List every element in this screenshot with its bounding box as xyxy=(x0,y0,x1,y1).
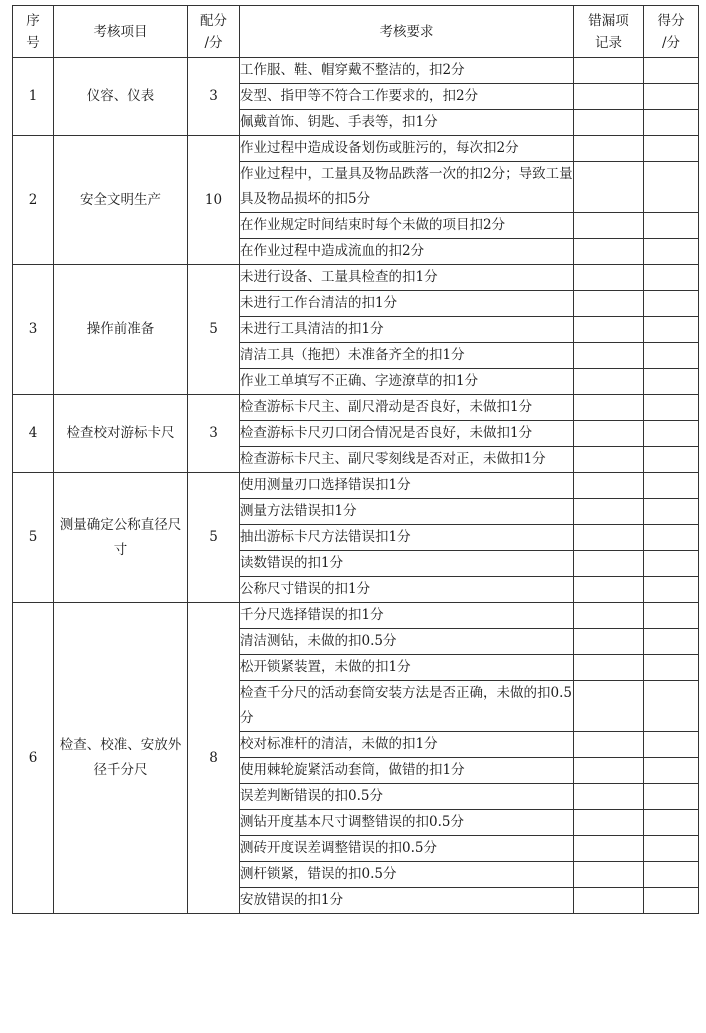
requirement-text: 发型、指甲等不符合工作要求的，扣2分 xyxy=(240,84,574,110)
item-number: 3 xyxy=(13,265,54,395)
missed-record-cell[interactable] xyxy=(574,732,644,758)
missed-record-cell[interactable] xyxy=(574,84,644,110)
missed-record-cell[interactable] xyxy=(574,239,644,265)
missed-record-cell[interactable] xyxy=(574,655,644,681)
item-number: 2 xyxy=(13,136,54,265)
missed-record-cell[interactable] xyxy=(574,577,644,603)
missed-record-cell[interactable] xyxy=(574,213,644,239)
exam-group-3 xyxy=(13,265,699,395)
requirement-text: 误差判断错误的扣0.5分 xyxy=(240,784,574,810)
requirement-text: 测钻开度基本尺寸调整错误的扣0.5分 xyxy=(240,810,574,836)
score-cell[interactable] xyxy=(644,784,699,810)
table-row xyxy=(13,58,699,84)
score-cell[interactable] xyxy=(644,421,699,447)
missed-record-cell[interactable] xyxy=(574,810,644,836)
score-cell[interactable] xyxy=(644,317,699,343)
item-number: 4 xyxy=(13,395,54,473)
missed-record-cell[interactable] xyxy=(574,447,644,473)
requirement-text: 在作业规定时间结束时每个未做的项目扣2分 xyxy=(240,213,574,239)
missed-record-cell[interactable] xyxy=(574,758,644,784)
header-num-line1: 序 xyxy=(26,12,40,29)
missed-record-cell[interactable] xyxy=(574,58,644,84)
header-missed-line2: 记录 xyxy=(595,34,622,51)
item-number: 1 xyxy=(13,58,54,136)
requirement-text: 未进行设备、工量具检查的扣1分 xyxy=(240,265,574,291)
missed-record-cell[interactable] xyxy=(574,603,644,629)
missed-record-cell[interactable] xyxy=(574,862,644,888)
score-cell[interactable] xyxy=(644,810,699,836)
missed-record-cell[interactable] xyxy=(574,265,644,291)
score-cell[interactable] xyxy=(644,551,699,577)
requirement-text: 松开锁紧装置，未做的扣1分 xyxy=(240,655,574,681)
score-cell[interactable] xyxy=(644,525,699,551)
requirement-text: 作业工单填写不正确、字迹潦草的扣1分 xyxy=(240,369,574,395)
allotted-score: 8 xyxy=(188,603,240,914)
allotted-score: 10 xyxy=(188,136,240,265)
score-cell[interactable] xyxy=(644,239,699,265)
missed-record-cell[interactable] xyxy=(574,369,644,395)
table-row xyxy=(13,136,699,162)
requirement-text: 检查游标卡尺主、副尺滑动是否良好，未做扣1分 xyxy=(240,395,574,421)
requirement-text: 检查游标卡尺刃口闭合情况是否良好，未做扣1分 xyxy=(240,421,574,447)
score-cell[interactable] xyxy=(644,473,699,499)
score-cell[interactable] xyxy=(644,758,699,784)
requirement-text: 佩戴首饰、钥匙、手表等，扣1分 xyxy=(240,110,574,136)
missed-record-cell[interactable] xyxy=(574,395,644,421)
requirement-text: 清洁测钻，未做的扣0.5分 xyxy=(240,629,574,655)
missed-record-cell[interactable] xyxy=(574,888,644,914)
requirement-text: 作业过程中，工量具及物品跌落一次的扣2分；导致工量具及物品损坏的扣5分 xyxy=(240,162,574,213)
assessment-item: 检查校对游标卡尺 xyxy=(54,395,188,473)
missed-record-cell[interactable] xyxy=(574,499,644,525)
score-cell[interactable] xyxy=(644,603,699,629)
requirement-text: 清洁工具（拖把）未准备齐全的扣1分 xyxy=(240,343,574,369)
requirement-text: 校对标准杆的清洁，未做的扣1分 xyxy=(240,732,574,758)
header-got-score xyxy=(644,6,699,58)
requirement-text: 工作服、鞋、帽穿戴不整洁的，扣2分 xyxy=(240,58,574,84)
missed-record-cell[interactable] xyxy=(574,343,644,369)
score-cell[interactable] xyxy=(644,836,699,862)
score-cell[interactable] xyxy=(644,265,699,291)
missed-record-cell[interactable] xyxy=(574,551,644,577)
missed-record-cell[interactable] xyxy=(574,421,644,447)
score-cell[interactable] xyxy=(644,732,699,758)
score-cell[interactable] xyxy=(644,110,699,136)
item-number: 6 xyxy=(13,603,54,914)
missed-record-cell[interactable] xyxy=(574,525,644,551)
missed-record-cell[interactable] xyxy=(574,629,644,655)
requirement-text: 未进行工作台清洁的扣1分 xyxy=(240,291,574,317)
header-score xyxy=(188,6,240,58)
requirement-text: 抽出游标卡尺方法错误扣1分 xyxy=(240,525,574,551)
missed-record-cell[interactable] xyxy=(574,473,644,499)
score-cell[interactable] xyxy=(644,499,699,525)
requirement-text: 检查游标卡尺主、副尺零刻线是否对正，未做扣1分 xyxy=(240,447,574,473)
requirement-text: 使用测量刃口选择错误扣1分 xyxy=(240,473,574,499)
exam-group-6 xyxy=(13,603,699,914)
score-cell[interactable] xyxy=(644,862,699,888)
requirement-text: 使用棘轮旋紧活动套筒，做错的扣1分 xyxy=(240,758,574,784)
requirement-text: 公称尺寸错误的扣1分 xyxy=(240,577,574,603)
score-cell[interactable] xyxy=(644,577,699,603)
assessment-item: 检查、校准、安放外径千分尺 xyxy=(54,603,188,914)
missed-record-cell[interactable] xyxy=(574,162,644,213)
table-row xyxy=(13,395,699,421)
requirement-text: 在作业过程中造成流血的扣2分 xyxy=(240,239,574,265)
exam-group-2 xyxy=(13,136,699,265)
score-cell[interactable] xyxy=(644,136,699,162)
table-row xyxy=(13,265,699,291)
score-cell[interactable] xyxy=(644,291,699,317)
requirement-text: 作业过程中造成设备划伤或脏污的，每次扣2分 xyxy=(240,136,574,162)
header-score-line1: 配分 xyxy=(200,12,227,29)
assessment-item: 仪容、仪表 xyxy=(54,58,188,136)
requirement-text: 安放错误的扣1分 xyxy=(240,888,574,914)
header-num xyxy=(13,6,54,58)
table-row xyxy=(13,473,699,499)
score-cell[interactable] xyxy=(644,681,699,732)
table-row xyxy=(13,603,699,629)
score-cell[interactable] xyxy=(644,84,699,110)
requirement-text: 检查千分尺的活动套筒安装方法是否正确，未做的扣0.5分 xyxy=(240,681,574,732)
missed-record-cell[interactable] xyxy=(574,110,644,136)
score-cell[interactable] xyxy=(644,655,699,681)
exam-group-4 xyxy=(13,395,699,473)
missed-record-cell[interactable] xyxy=(574,836,644,862)
header-missed-line1: 错漏项 xyxy=(588,12,629,29)
header-item: 考核项目 xyxy=(54,6,188,58)
exam-table xyxy=(12,5,699,914)
requirement-text: 测杆锁紧，错误的扣0.5分 xyxy=(240,862,574,888)
allotted-score: 5 xyxy=(188,265,240,395)
header-got-line1: 得分 xyxy=(657,12,685,29)
score-cell[interactable] xyxy=(644,162,699,213)
score-cell[interactable] xyxy=(644,58,699,84)
requirement-text: 测砖开度误差调整错误的扣0.5分 xyxy=(240,836,574,862)
exam-group-5 xyxy=(13,473,699,603)
score-cell[interactable] xyxy=(644,629,699,655)
missed-record-cell[interactable] xyxy=(574,681,644,732)
allotted-score: 3 xyxy=(188,58,240,136)
header-score-line2: /分 xyxy=(204,34,223,51)
assessment-item: 测量确定公称直径尺寸 xyxy=(54,473,188,603)
allotted-score: 3 xyxy=(188,395,240,473)
score-cell[interactable] xyxy=(644,447,699,473)
requirement-text: 读数错误的扣1分 xyxy=(240,551,574,577)
score-cell[interactable] xyxy=(644,888,699,914)
missed-record-cell[interactable] xyxy=(574,291,644,317)
requirement-text: 未进行工具清洁的扣1分 xyxy=(240,317,574,343)
table-header xyxy=(13,6,699,58)
score-cell[interactable] xyxy=(644,213,699,239)
assessment-item: 安全文明生产 xyxy=(54,136,188,265)
item-number: 5 xyxy=(13,473,54,603)
score-cell[interactable] xyxy=(644,395,699,421)
exam-group-1 xyxy=(13,58,699,136)
missed-record-cell[interactable] xyxy=(574,784,644,810)
header-num-line2: 号 xyxy=(26,34,40,51)
missed-record-cell[interactable] xyxy=(574,317,644,343)
score-cell[interactable] xyxy=(644,369,699,395)
requirement-text: 测量方法错误扣1分 xyxy=(240,499,574,525)
header-got-line2: /分 xyxy=(661,34,681,51)
missed-record-cell[interactable] xyxy=(574,136,644,162)
header-missed-record xyxy=(574,6,644,58)
header-requirement: 考核要求 xyxy=(240,6,574,58)
assessment-item: 操作前准备 xyxy=(54,265,188,395)
requirement-text: 千分尺选择错误的扣1分 xyxy=(240,603,574,629)
score-cell[interactable] xyxy=(644,343,699,369)
allotted-score: 5 xyxy=(188,473,240,603)
